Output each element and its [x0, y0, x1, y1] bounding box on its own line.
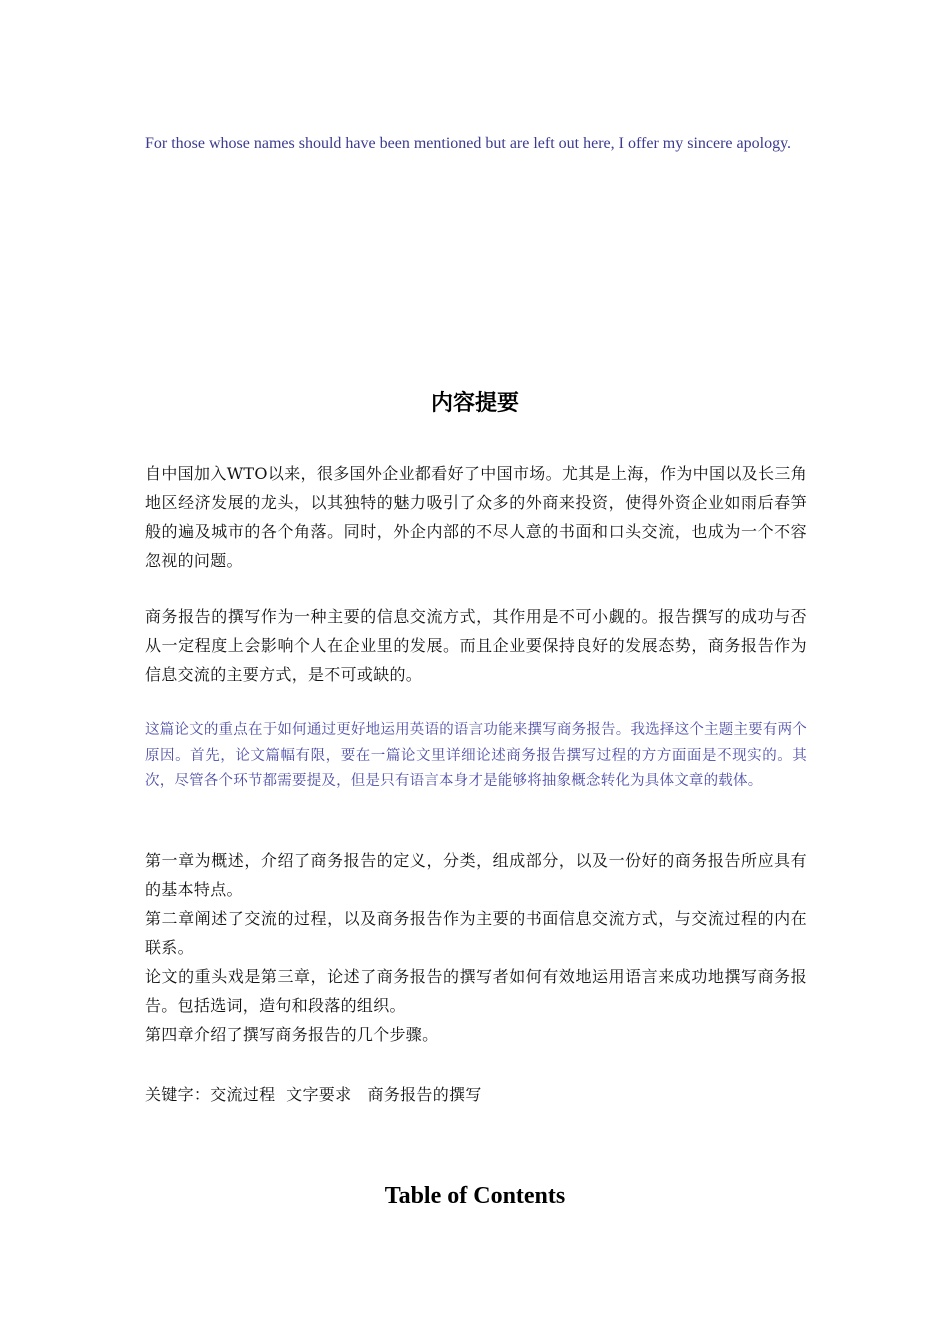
abstract-paragraph-2: 商务报告的撰写作为一种主要的信息交流方式，其作用是不可小觑的。报告撰写的成功与否从一定程度上会影响个人在企业里的发展。而且企业要保持良好的发展态势，商务报告作为信息交流的主要方式，是不可或缺的。 — [145, 607, 807, 684]
chapter-3-summary: 论文的重头戏是第三章，论述了商务报告的撰写者如何有效地运用语言来成功地撰写商务报告。包括选词，造句和段落的组织。 — [145, 967, 807, 1015]
abstract-paragraph-3: 这篇论文的重点在于如何通过更好地运用英语的语言功能来撰写商务报告。我选择这个主题主要有两个原因。首先，论文篇幅有限，要在一篇论文里详细论述商务报告撰写过程的方方面面是不现实的。其次，尽管各个环节都需要提及，但是只有语言本身才是能够将抽象概念转化为具体文章的载体。 — [145, 722, 807, 789]
keywords-line: 关键字：交流过程 文字要求 商务报告的撰写 — [145, 1085, 482, 1104]
abstract-paragraph-1: 自中国加入WTO以来，很多国外企业都看好了中国市场。尤其是上海，作为中国以及长三角地区经济发展的龙头，以其独特的魅力吸引了众多的外商来投资，使得外资企业如雨后春笋般的遍及城市的各个角落。同时，外企内部的不尽人意的书面和口头交流，也成为一个不容忽视的问题。 — [145, 464, 807, 570]
chapter-4-summary: 第四章介绍了撰写商务报告的几个步骤。 — [145, 1025, 439, 1044]
chapter-1-summary: 第一章为概述，介绍了商务报告的定义，分类，组成部分，以及一份好的商务报告所应具有的基本特点。 — [145, 851, 807, 899]
chapter-summary — [145, 846, 807, 1049]
toc-title: Table of Contents — [384, 1183, 566, 1209]
acknowledgement-text: For those whose names should have been mentioned but are left out here, I offer my sincere apology. — [145, 135, 792, 152]
abstract-title: 内容提要 — [430, 390, 519, 416]
chapter-2-summary: 第二章阐述了交流的过程，以及商务报告作为主要的书面信息交流方式，与交流过程的内在联系。 — [145, 909, 807, 957]
